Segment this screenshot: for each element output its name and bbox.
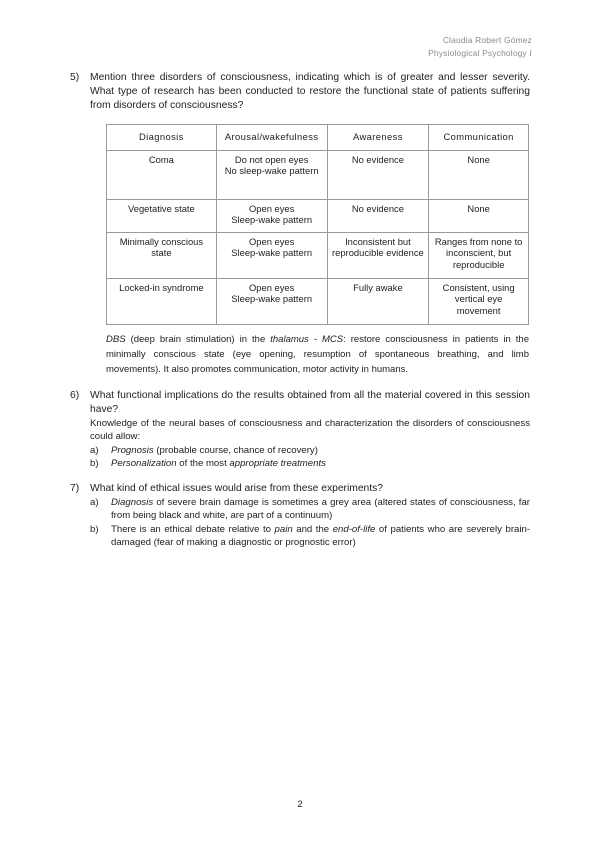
cell-text: Coma	[148, 153, 174, 165]
cell-text: No evidence	[351, 202, 404, 214]
list-term: pain	[274, 523, 293, 535]
table-cell	[327, 232, 429, 278]
cell-text: No sleep-wake pattern	[224, 165, 319, 177]
question-number: 6)	[70, 390, 80, 401]
list-text: There is an ethical debate relative to	[111, 523, 275, 535]
table-cell	[216, 278, 327, 324]
table-row	[107, 278, 529, 324]
table-cell	[107, 199, 217, 232]
column-header: Communication	[429, 125, 529, 151]
dbs-text: : restore consciousness in patients in the minimally conscious state (eye opening, resumption of spontaneous breathing, and limb movements). It also promotes communication, motor activity in humans.	[106, 334, 529, 375]
list-text: of the most	[176, 458, 230, 470]
answer-text: Knowledge of the neural bases of consciousness and characterization the disorders of consciousness could allow:	[90, 418, 530, 443]
question-7	[70, 482, 531, 550]
list-label: b)	[90, 458, 99, 470]
table-header-row	[107, 125, 529, 151]
table-cell	[216, 232, 327, 278]
table-cell	[429, 199, 529, 232]
cell-text: Sleep-wake pattern	[231, 247, 313, 259]
list-term: Prognosis	[111, 444, 154, 456]
header-course: Physiological Psychology I	[428, 48, 532, 58]
list-text: of patients who are severely brain-damaged (fear of making a diagnostic or prognostic error)	[111, 523, 531, 549]
question-text: What functional implications do the results obtained from all the material covered in this session have?	[90, 390, 530, 415]
dbs-location: thalamus - MCS	[270, 334, 344, 345]
question-text: What kind of ethical issues would arise from these experiments?	[90, 483, 384, 494]
question-5	[70, 71, 530, 113]
list-term: Personalization	[111, 458, 177, 470]
list-term: end-of-life	[332, 523, 376, 535]
table-cell	[327, 278, 429, 324]
cell-text: Do not open eyes	[234, 153, 309, 165]
cell-text: Inconsistent but reproducible evidence	[332, 235, 424, 259]
cell-text: No evidence	[351, 153, 404, 165]
cell-text: Open eyes	[248, 281, 295, 293]
dbs-term: DBS	[106, 334, 126, 345]
cell-text: Open eyes	[248, 202, 295, 214]
column-header: Arousal/wakefulness	[216, 125, 327, 151]
list-term: appropriate treatments	[229, 458, 326, 470]
table-cell	[107, 278, 217, 324]
table-cell	[216, 150, 327, 199]
table-row	[107, 232, 529, 278]
cell-text: Consistent, using vertical eye movement	[442, 281, 515, 316]
list-text: and the	[292, 523, 333, 535]
dbs-text: (deep brain stimulation) in the	[125, 334, 271, 345]
cell-text: Minimally conscious state	[119, 235, 204, 259]
header-author: Claudia Robert Gómez	[442, 35, 532, 45]
table-cell	[429, 150, 529, 199]
table-row	[107, 150, 529, 199]
disorders-table	[106, 124, 529, 325]
cell-text: Vegetative state	[128, 202, 195, 214]
column-header: Awareness	[327, 125, 429, 151]
list-item	[90, 496, 530, 523]
cell-text: None	[467, 202, 490, 214]
question-text: Mention three disorders of consciousness, indicating which is of greater and lesser severity. What type of research has been conducted to restore the functional state of patients suffering from disorders of consciousness?	[90, 72, 530, 111]
cell-text: Sleep-wake pattern	[231, 293, 313, 305]
list-term: Diagnosis	[111, 497, 154, 508]
list-item	[90, 444, 530, 457]
table-cell	[216, 199, 327, 232]
question-6	[70, 389, 530, 471]
table-cell	[327, 199, 429, 232]
cell-text: Ranges from none to inconscient, but reproducible	[434, 235, 523, 270]
cell-text: Sleep-wake pattern	[231, 214, 313, 226]
question-number: 5)	[70, 72, 80, 83]
cell-text: None	[467, 153, 490, 165]
table-cell	[429, 232, 529, 278]
dbs-paragraph	[106, 333, 529, 377]
list-label: a)	[90, 444, 99, 456]
page-header	[428, 34, 532, 60]
table-row	[107, 199, 529, 232]
table-cell	[107, 150, 217, 199]
table-cell	[327, 150, 429, 199]
cell-text: Locked-in syndrome	[119, 281, 204, 293]
table-cell	[107, 232, 217, 278]
page-number: 2	[297, 799, 303, 810]
cell-text: Open eyes	[248, 235, 295, 247]
list-label: a)	[90, 497, 99, 508]
list-text: of severe brain damage is sometimes a grey area (altered states of consciousness, far from being black and white, are part of a continuum)	[111, 497, 530, 522]
table-cell	[429, 278, 529, 324]
cell-text: Fully awake	[353, 281, 403, 293]
list-item	[90, 457, 530, 470]
question-number: 7)	[70, 483, 80, 494]
list-item	[90, 523, 530, 550]
list-text: (probable course, chance of recovery)	[153, 444, 318, 456]
list-label: b)	[90, 523, 99, 535]
column-header: Diagnosis	[107, 125, 217, 151]
